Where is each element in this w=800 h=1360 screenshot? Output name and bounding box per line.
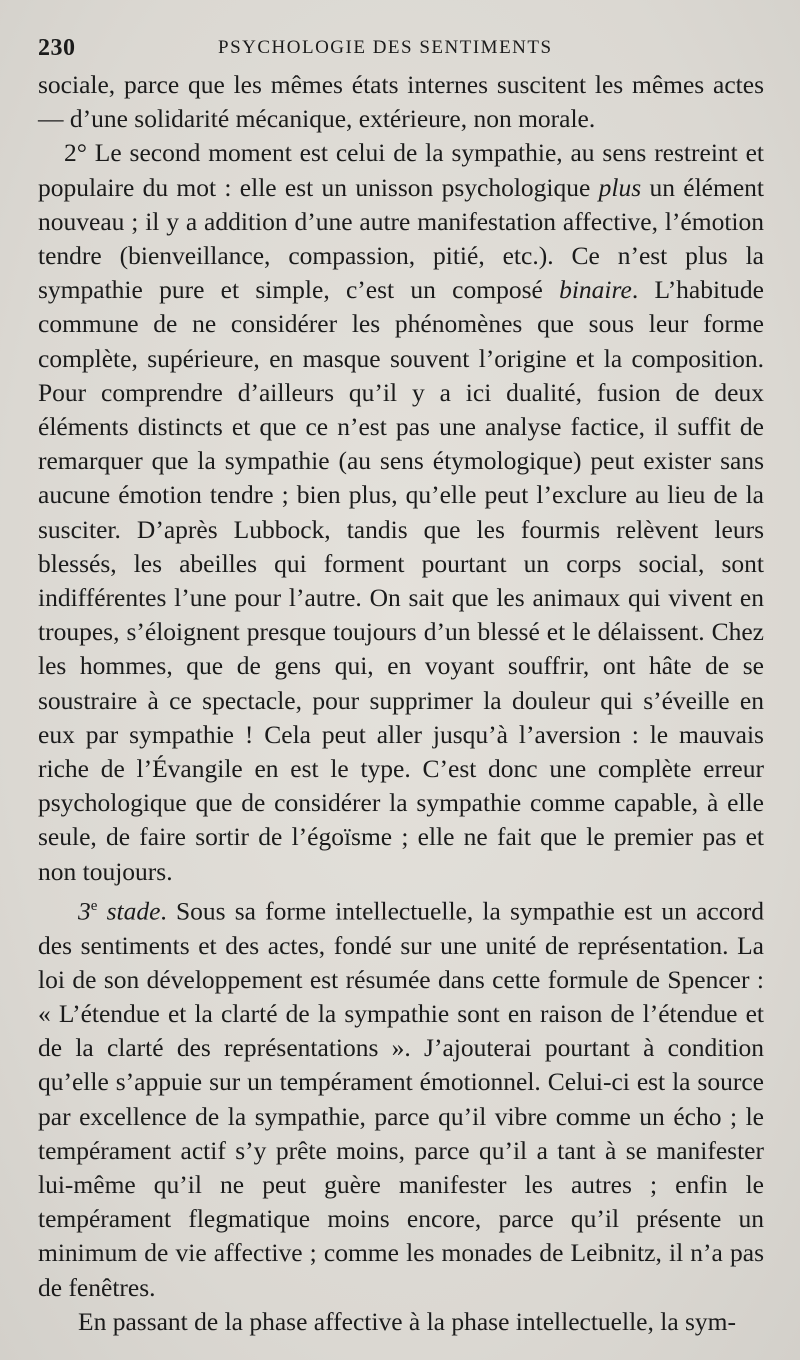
text-segment: . Sous sa forme intellectuelle, la sympathie est un accord des sentiments et des actes, fondé sur une unité de représentation. La loi de son développement est résumée dans cette formule de Spencer : « L’étendue et la clarté de la sympathie sont en raison de l’étendue et de la clarté des représentations ». J’ajouterai pourtant à condition qu’elle s’appuie sur un tempérament émotionnel. Celui-ci est la source par excellence de la sympathie, parce qu’il vibre comme un écho ; le tempérament actif s’y prête moins, parce qu’il a tant à se manifester lui-même qu’il ne peut guère manifester les autres ; enfin le tempérament flegmatique moins encore, parce qu’il présente un minimum de vie affective ; comme les monades de Leibnitz, il n’a pas de fenêtres. <box>38 896 765 1302</box>
ordinal-superscript: e <box>90 897 98 914</box>
paragraph-continuation <box>38 68 764 136</box>
stage-number: 3 <box>78 896 91 926</box>
paragraph-second-moment <box>38 136 764 888</box>
italic-term: plus <box>598 172 642 202</box>
text-segment: un élément nouveau ; il y a addition d’une autre manifestation affective, l’émotion tendre (bienveillance, compassion, pitié, etc.). Ce n’est plus la sympathie pure et simple, c’est un composé <box>38 172 764 305</box>
text-segment: sociale, parce que les mêmes états internes suscitent les mêmes actes — d’une solidarité mécanique, extérieure, non morale. <box>38 70 764 134</box>
text-segment: . L’habitude commune de ne considérer les phénomènes que sous leur forme complète, supérieure, en masque souvent l’origine et la composition. Pour comprendre d’ailleurs qu’il y a ici dualité, fusion de deux éléments distincts et que ce n’est pas une analyse factice, il suffit de remarquer que la sympathie (au sens étymologique) peut exister sans aucune émotion tendre ; bien plus, qu’elle peut l’exclure au lieu de la susciter. D’après Lubbock, tandis que les fourmis relèvent leurs blessés, les abeilles qui forment pourtant un corps social, sont indifférentes l’une pour l’autre. On sait que les animaux qui vivent en troupes, s’éloignent presque toujours d’un blessé et le délaissent. Chez les hommes, que de gens qui, en voyant souffrir, ont hâte de se soustraire à ce spectacle, pour supprimer la douleur qui s’éveille en eux par sympathie ! Cela peut aller jusqu’à l’aversion : le mauvais riche de l’Évangile en est le type. C’est donc une complète erreur psychologique que de considérer la sympathie comme capable, à elle seule, de faire sortir de l’égoïsme ; elle ne fait que le premier pas et non toujours. <box>38 275 764 886</box>
running-head <box>38 30 764 66</box>
paragraph-third-stage <box>38 889 764 1305</box>
running-title: PSYCHOLOGIE DES SENTIMENTS <box>218 37 553 58</box>
italic-term: binaire <box>559 275 632 305</box>
page-number: 230 <box>38 35 76 61</box>
paragraph-final-line <box>38 1305 764 1339</box>
text-segment: 2° Le second moment est celui de la sympathie, au sens restreint et populaire du mot : elle est un unisson psychologique <box>38 138 764 202</box>
body-text <box>38 68 764 1339</box>
stage-label: stade <box>97 896 161 926</box>
text-segment: En passant de la phase affective à la phase intellectuelle, la sym- <box>78 1306 737 1336</box>
